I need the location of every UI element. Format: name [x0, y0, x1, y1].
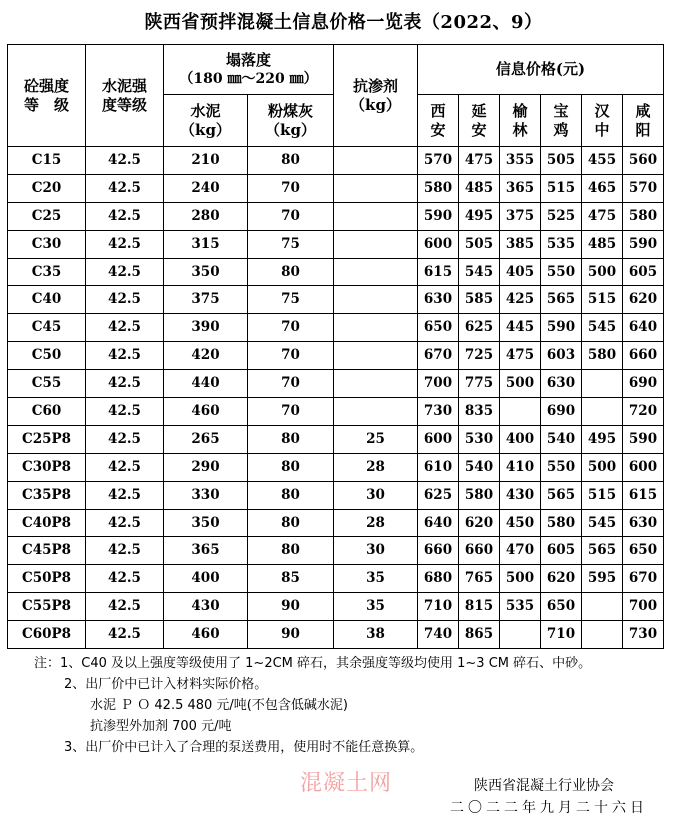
cell-price: 650 [623, 537, 664, 565]
cell-grade: C55P8 [8, 593, 86, 621]
cell-cement: 440 [164, 370, 248, 398]
cell-grade: C50P8 [8, 565, 86, 593]
cell-price: 565 [541, 481, 582, 509]
cell-price: 640 [418, 509, 459, 537]
cell-price: 450 [500, 509, 541, 537]
cell-flyash: 75 [248, 286, 334, 314]
cell-grade: C25 [8, 202, 86, 230]
cell-price: 605 [623, 258, 664, 286]
cell-cement-grade: 42.5 [86, 286, 164, 314]
cell-price: 630 [541, 370, 582, 398]
cell-price: 710 [541, 621, 582, 649]
cell-price: 590 [541, 314, 582, 342]
cell-price: 405 [500, 258, 541, 286]
cell-price: 410 [500, 453, 541, 481]
cell-cement-grade: 42.5 [86, 398, 164, 426]
cell-price: 595 [582, 565, 623, 593]
header-city-hanzhong: 汉 中 [582, 95, 623, 147]
cell-price: 650 [418, 314, 459, 342]
cell-price: 720 [623, 398, 664, 426]
cell-price: 580 [459, 481, 500, 509]
cell-cement-grade: 42.5 [86, 425, 164, 453]
cell-antiseep: 35 [334, 565, 418, 593]
cell-antiseep [334, 370, 418, 398]
cell-cement: 400 [164, 565, 248, 593]
table-row [8, 398, 664, 426]
table-row [8, 286, 664, 314]
cell-price: 605 [541, 537, 582, 565]
header-flyash: 粉煤灰 （kg） [248, 95, 334, 147]
cell-cement-grade: 42.5 [86, 202, 164, 230]
cell-flyash: 70 [248, 398, 334, 426]
cell-flyash: 80 [248, 481, 334, 509]
cell-price: 515 [582, 286, 623, 314]
cell-price: 740 [418, 621, 459, 649]
cell-antiseep [334, 258, 418, 286]
cell-grade: C30P8 [8, 453, 86, 481]
cell-cement-grade: 42.5 [86, 565, 164, 593]
header-slump: 塌落度 （180 ㎜～220 ㎜） [164, 45, 334, 95]
cell-grade: C60P8 [8, 621, 86, 649]
cell-grade: C40 [8, 286, 86, 314]
cell-price [500, 621, 541, 649]
cell-price: 775 [459, 370, 500, 398]
table-row [8, 342, 664, 370]
issue-date: 二〇二二年九月二十六日 [450, 800, 648, 816]
cell-price: 570 [623, 174, 664, 202]
header-city-yanan: 延 安 [459, 95, 500, 147]
cell-price: 730 [623, 621, 664, 649]
cell-price: 600 [418, 425, 459, 453]
cell-price: 550 [541, 453, 582, 481]
cell-price: 545 [582, 509, 623, 537]
cell-cement: 240 [164, 174, 248, 202]
cell-price: 625 [459, 314, 500, 342]
cell-price [500, 398, 541, 426]
cell-cement-grade: 42.5 [86, 147, 164, 175]
cell-price: 640 [623, 314, 664, 342]
cell-flyash: 80 [248, 453, 334, 481]
cell-price: 690 [541, 398, 582, 426]
cell-cement-grade: 42.5 [86, 258, 164, 286]
header-city-xian: 西 安 [418, 95, 459, 147]
cell-cement: 365 [164, 537, 248, 565]
table-row [8, 230, 664, 258]
cell-price: 505 [541, 147, 582, 175]
cell-price: 610 [418, 453, 459, 481]
cell-flyash: 70 [248, 314, 334, 342]
cell-price: 620 [541, 565, 582, 593]
cell-price: 590 [623, 230, 664, 258]
table-row [8, 481, 664, 509]
cell-price: 660 [418, 537, 459, 565]
cell-price: 530 [459, 425, 500, 453]
cell-flyash: 80 [248, 147, 334, 175]
cell-grade: C55 [8, 370, 86, 398]
cell-antiseep [334, 174, 418, 202]
cell-price: 630 [623, 509, 664, 537]
note-2-additive: 抗渗型外加剂 700 元/吨 [90, 719, 232, 734]
notes [34, 653, 591, 758]
cell-price: 545 [459, 258, 500, 286]
cell-price: 475 [459, 147, 500, 175]
cell-price: 765 [459, 565, 500, 593]
price-table-body [8, 147, 664, 649]
cell-flyash: 70 [248, 174, 334, 202]
cell-price: 690 [623, 370, 664, 398]
table-row [8, 593, 664, 621]
cell-price: 615 [623, 481, 664, 509]
cell-price: 630 [418, 286, 459, 314]
cell-cement-grade: 42.5 [86, 481, 164, 509]
cell-price: 425 [500, 286, 541, 314]
cell-price: 475 [582, 202, 623, 230]
note-3: 3、出厂价中已计入了合理的泵送费用，使用时不能任意换算。 [64, 740, 424, 755]
table-row [8, 258, 664, 286]
cell-price: 570 [418, 147, 459, 175]
table-row [8, 147, 664, 175]
header-grade: 砼强度 等 级 [8, 45, 86, 147]
cell-price: 600 [623, 453, 664, 481]
cell-price: 500 [500, 565, 541, 593]
cell-grade: C25P8 [8, 425, 86, 453]
cell-price: 710 [418, 593, 459, 621]
table-row [8, 453, 664, 481]
cell-price: 525 [541, 202, 582, 230]
page-title: 陕西省预拌混凝土信息价格一览表（2022、9） [144, 12, 543, 33]
cell-price: 615 [418, 258, 459, 286]
cell-cement: 265 [164, 425, 248, 453]
cell-price: 670 [623, 565, 664, 593]
cell-grade: C35 [8, 258, 86, 286]
cell-price: 495 [582, 425, 623, 453]
cell-antiseep: 35 [334, 593, 418, 621]
cell-price: 540 [459, 453, 500, 481]
cell-price: 565 [582, 537, 623, 565]
cell-grade: C30 [8, 230, 86, 258]
cell-cement: 210 [164, 147, 248, 175]
cell-cement: 460 [164, 621, 248, 649]
cell-flyash: 70 [248, 370, 334, 398]
cell-cement: 350 [164, 258, 248, 286]
cell-price [582, 398, 623, 426]
cell-cement-grade: 42.5 [86, 537, 164, 565]
cell-price: 865 [459, 621, 500, 649]
watermark: 混凝土网 [300, 771, 393, 796]
cell-flyash: 75 [248, 230, 334, 258]
cell-price: 600 [418, 230, 459, 258]
cell-antiseep [334, 342, 418, 370]
cell-price: 535 [541, 230, 582, 258]
cell-price: 535 [500, 593, 541, 621]
cell-cement: 315 [164, 230, 248, 258]
cell-price: 650 [541, 593, 582, 621]
cell-price: 620 [623, 286, 664, 314]
cell-cement: 330 [164, 481, 248, 509]
price-table [7, 44, 664, 649]
table-row [8, 621, 664, 649]
cell-price: 540 [541, 425, 582, 453]
cell-antiseep [334, 286, 418, 314]
cell-price: 660 [459, 537, 500, 565]
cell-price: 700 [418, 370, 459, 398]
cell-cement: 375 [164, 286, 248, 314]
cell-price [582, 621, 623, 649]
cell-cement: 280 [164, 202, 248, 230]
cell-antiseep: 30 [334, 537, 418, 565]
table-row [8, 174, 664, 202]
cell-price: 485 [582, 230, 623, 258]
cell-cement-grade: 42.5 [86, 342, 164, 370]
cell-antiseep: 38 [334, 621, 418, 649]
cell-cement-grade: 42.5 [86, 314, 164, 342]
table-row [8, 537, 664, 565]
cell-price: 485 [459, 174, 500, 202]
cell-flyash: 80 [248, 258, 334, 286]
cell-price: 580 [582, 342, 623, 370]
cell-price: 375 [500, 202, 541, 230]
cell-flyash: 90 [248, 593, 334, 621]
cell-price: 815 [459, 593, 500, 621]
note-1: 注：1、C40 及以上强度等级使用了 1~2CM 碎石，其余强度等级均使用 1~3 CM 碎石、中砂。 [34, 656, 592, 671]
cell-price: 430 [500, 481, 541, 509]
cell-antiseep: 30 [334, 481, 418, 509]
cell-cement-grade: 42.5 [86, 230, 164, 258]
cell-price: 355 [500, 147, 541, 175]
cell-antiseep: 28 [334, 509, 418, 537]
cell-price: 465 [582, 174, 623, 202]
cell-flyash: 85 [248, 565, 334, 593]
cell-cement: 290 [164, 453, 248, 481]
cell-price: 680 [418, 565, 459, 593]
header-slump-range: （180 ㎜～220 ㎜） [179, 70, 318, 87]
cell-flyash: 90 [248, 621, 334, 649]
cell-flyash: 70 [248, 202, 334, 230]
cell-price: 400 [500, 425, 541, 453]
cell-flyash: 80 [248, 537, 334, 565]
cell-price: 700 [623, 593, 664, 621]
cell-cement: 390 [164, 314, 248, 342]
cell-price: 620 [459, 509, 500, 537]
cell-price: 500 [582, 453, 623, 481]
cell-cement-grade: 42.5 [86, 370, 164, 398]
cell-price [582, 593, 623, 621]
cell-price: 515 [541, 174, 582, 202]
cell-antiseep [334, 314, 418, 342]
cell-cement-grade: 42.5 [86, 453, 164, 481]
table-row [8, 565, 664, 593]
cell-price: 585 [459, 286, 500, 314]
cell-grade: C15 [8, 147, 86, 175]
cell-grade: C60 [8, 398, 86, 426]
cell-cement: 460 [164, 398, 248, 426]
cell-price: 515 [582, 481, 623, 509]
cell-price: 560 [623, 147, 664, 175]
header-city-xianyang: 咸 阳 [623, 95, 664, 147]
cell-price: 470 [500, 537, 541, 565]
cell-grade: C50 [8, 342, 86, 370]
cell-price: 670 [418, 342, 459, 370]
header-price: 信息价格(元) [418, 45, 664, 95]
cell-price: 660 [623, 342, 664, 370]
cell-price: 565 [541, 286, 582, 314]
cell-price: 385 [500, 230, 541, 258]
cell-cement-grade: 42.5 [86, 174, 164, 202]
table-row [8, 314, 664, 342]
table-row [8, 202, 664, 230]
cell-price: 580 [623, 202, 664, 230]
issuing-organization: 陕西省混凝土行业协会 [474, 778, 614, 794]
header-cement-grade: 水泥强 度等级 [86, 45, 164, 147]
cell-cement: 420 [164, 342, 248, 370]
cell-price: 500 [582, 258, 623, 286]
cell-antiseep [334, 147, 418, 175]
cell-price: 725 [459, 342, 500, 370]
cell-cement-grade: 42.5 [86, 593, 164, 621]
cell-price: 590 [418, 202, 459, 230]
cell-antiseep: 25 [334, 425, 418, 453]
cell-price: 445 [500, 314, 541, 342]
cell-grade: C45P8 [8, 537, 86, 565]
header-antiseep: 抗渗剂 （kg） [334, 45, 418, 147]
cell-price: 603 [541, 342, 582, 370]
cell-flyash: 80 [248, 509, 334, 537]
cell-price: 550 [541, 258, 582, 286]
cell-grade: C45 [8, 314, 86, 342]
cell-price: 455 [582, 147, 623, 175]
cell-price: 495 [459, 202, 500, 230]
cell-antiseep: 28 [334, 453, 418, 481]
note-2: 2、出厂价中已计入材料实际价格。 [64, 677, 268, 692]
cell-antiseep [334, 202, 418, 230]
cell-flyash: 70 [248, 342, 334, 370]
cell-antiseep [334, 230, 418, 258]
cell-price: 500 [500, 370, 541, 398]
table-row [8, 425, 664, 453]
cell-price [582, 370, 623, 398]
cell-cement: 350 [164, 509, 248, 537]
table-row [8, 509, 664, 537]
cell-cement: 430 [164, 593, 248, 621]
cell-price: 545 [582, 314, 623, 342]
header-city-yulin: 榆 林 [500, 95, 541, 147]
cell-grade: C35P8 [8, 481, 86, 509]
cell-price: 580 [418, 174, 459, 202]
cell-price: 580 [541, 509, 582, 537]
cell-price: 365 [500, 174, 541, 202]
note-2-cement: 水泥 Ｐ Ｏ 42.5 480 元/吨(不包含低碱水泥) [90, 698, 348, 713]
cell-cement-grade: 42.5 [86, 621, 164, 649]
cell-grade: C40P8 [8, 509, 86, 537]
cell-price: 835 [459, 398, 500, 426]
cell-price: 730 [418, 398, 459, 426]
cell-price: 505 [459, 230, 500, 258]
cell-price: 590 [623, 425, 664, 453]
header-cement: 水泥 （kg） [164, 95, 248, 147]
cell-price: 625 [418, 481, 459, 509]
table-row [8, 370, 664, 398]
cell-antiseep [334, 398, 418, 426]
cell-grade: C20 [8, 174, 86, 202]
cell-price: 475 [500, 342, 541, 370]
cell-flyash: 80 [248, 425, 334, 453]
header-city-baoji: 宝 鸡 [541, 95, 582, 147]
cell-cement-grade: 42.5 [86, 509, 164, 537]
